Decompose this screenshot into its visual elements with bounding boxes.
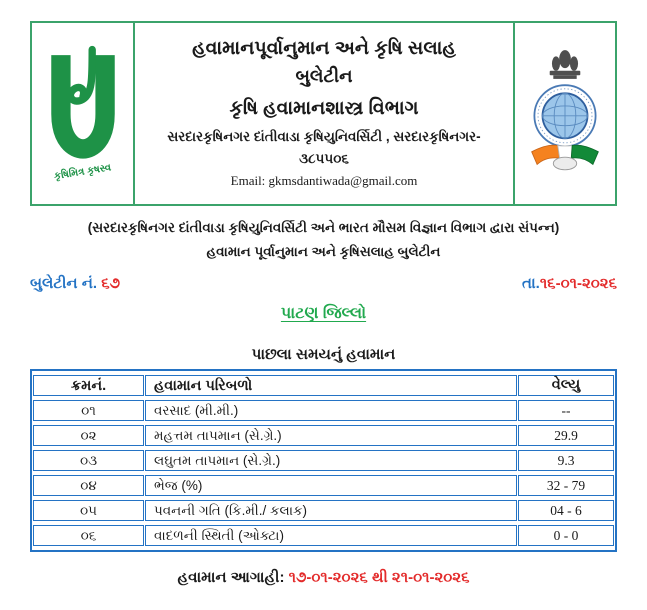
- cell-parameter: વાદળની સ્થિતી (ઓક્ટા): [145, 525, 517, 546]
- university-name: સરદારકૃષિનગર દાંતીવાડા કૃષિયુનિવર્સિટી , સરદારકૃષિનગર-: [167, 129, 481, 145]
- cell-value: --: [518, 400, 614, 421]
- cell-value: 9.3: [518, 450, 614, 471]
- date-value: ૧૬-૦૧-૨૦૨૬: [539, 275, 617, 292]
- column-header-serial: ક્રમનં.: [33, 375, 144, 396]
- sdau-university-logo-icon: [37, 40, 129, 188]
- imd-logo-icon: [520, 40, 610, 188]
- cell-parameter: મહત્તમ તાપમાન (સે.ગ્રે.): [145, 425, 517, 446]
- table-row: [33, 450, 614, 471]
- header-box: [30, 21, 617, 206]
- weather-table: [30, 369, 617, 552]
- table-row: [33, 500, 614, 521]
- district-heading: પાટણ જિલ્લો: [280, 305, 367, 322]
- bulletin-number-value: ૬૭: [101, 275, 121, 292]
- table-header-row: [33, 375, 614, 396]
- department-name: કૃષિ હવામાનશાસ્ત્ર વિભાગ: [229, 98, 419, 120]
- table-row: [33, 425, 614, 446]
- meta-row: [30, 275, 617, 292]
- cell-value: 04 - 6: [518, 500, 614, 521]
- cell-value: 0 - 0: [518, 525, 614, 546]
- cell-parameter: ભેજ (%): [145, 475, 517, 496]
- cell-serial: ૦૩: [33, 450, 144, 471]
- date-group: [522, 275, 617, 292]
- university-pincode: ૩૮૫૫૦૬: [299, 151, 349, 167]
- bulletin-subtitle: હવામાન પૂર્વાનુમાન અને કૃષિસલાહ બુલેટીન: [206, 244, 441, 259]
- cell-value: 32 - 79: [518, 475, 614, 496]
- header-left-cell: [32, 23, 135, 204]
- header-center-cell: [135, 23, 513, 204]
- column-header-parameter: હવામાન પરિબળો: [145, 375, 517, 396]
- bulletin-title-line2: બુલેટીન: [295, 66, 353, 87]
- past-weather-title: પાછલા સમયનું હવામાન: [251, 346, 396, 363]
- cell-value: 29.9: [518, 425, 614, 446]
- sdau-logo-caption: કૃષિમિત્ર કૃષસ્વ: [52, 161, 112, 182]
- bulletin-number-group: [30, 275, 120, 292]
- cell-parameter: વરસાદ (મી.મી.): [145, 400, 517, 421]
- cell-serial: ૦૫: [33, 500, 144, 521]
- ashoka-emblem-icon: [550, 50, 581, 79]
- cell-parameter: પવનની ગતિ (કિ.મી./ કલાક): [145, 500, 517, 521]
- cell-serial: ૦૪: [33, 475, 144, 496]
- contact-email: Email: gkmsdantiwada@gmail.com: [230, 173, 418, 189]
- table-row: [33, 400, 614, 421]
- date-label: તા.: [522, 275, 540, 292]
- collaboration-note: (સરદારકૃષિનગર દાંતીવાડા કૃષિયુનિવર્સિટી અને ભારત મૌસમ વિજ્ઞાન વિભાગ દ્વારા સંપન્ન): [87, 220, 560, 235]
- forecast-label: હવામાન આગાહી:: [177, 569, 289, 586]
- bulletin-title-line1: હવામાનપૂર્વાનુમાન અને કૃષિ સલાહ: [192, 37, 456, 59]
- table-row: [33, 475, 614, 496]
- forecast-line: [30, 569, 617, 586]
- table-row: [33, 525, 614, 546]
- cell-parameter: લઘુતમ તાપમાન (સે.ગ્રે.): [145, 450, 517, 471]
- cell-serial: ૦૧: [33, 400, 144, 421]
- header-right-cell: [513, 23, 615, 204]
- column-header-value: વેલ્યુ: [518, 375, 614, 396]
- cell-serial: ૦૨: [33, 425, 144, 446]
- cell-serial: ૦૬: [33, 525, 144, 546]
- forecast-period: ૧૭-૦૧-૨૦૨૬ થી ૨૧-૦૧-૨૦૨૬: [288, 569, 470, 586]
- bulletin-number-label: બુલેટીન નં.: [30, 275, 102, 292]
